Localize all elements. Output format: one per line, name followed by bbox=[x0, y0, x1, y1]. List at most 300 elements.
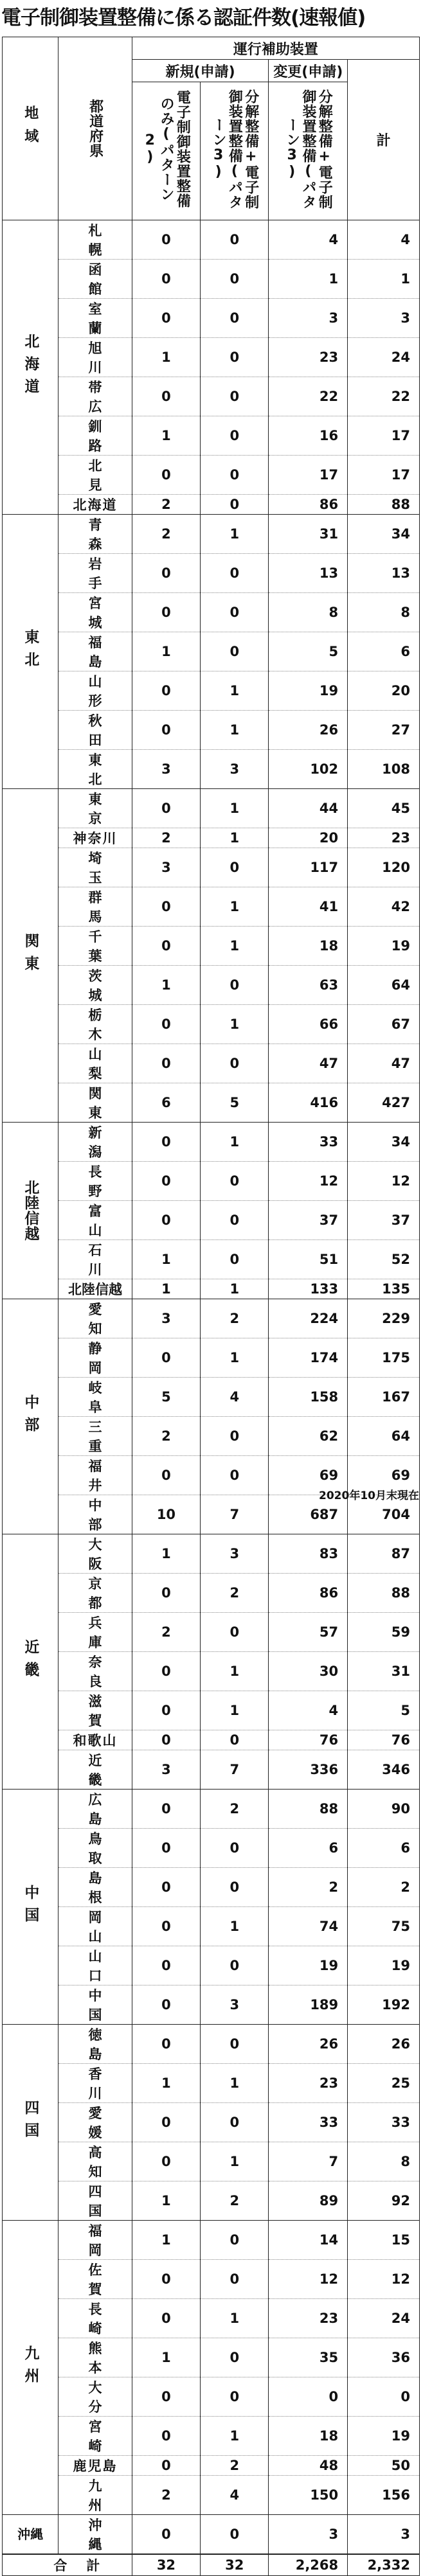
header-region: 地域 bbox=[3, 37, 59, 220]
value-cell: 52 bbox=[348, 1240, 420, 1279]
value-cell: 0 bbox=[132, 1691, 200, 1730]
value-cell: 5 bbox=[269, 632, 348, 671]
value-cell: 117 bbox=[269, 848, 348, 887]
table-row bbox=[3, 1417, 420, 1456]
value-cell: 108 bbox=[348, 750, 420, 789]
prefecture-cell: 宮崎 bbox=[59, 2417, 132, 2456]
value-cell: 0 bbox=[201, 2515, 269, 2555]
value-cell: 189 bbox=[269, 1985, 348, 2025]
value-cell: 1 bbox=[201, 1005, 269, 1044]
value-cell: 0 bbox=[201, 1946, 269, 1985]
region-cell: 沖縄 bbox=[3, 2515, 59, 2555]
value-cell: 135 bbox=[348, 1279, 420, 1299]
prefecture-cell: 埼玉 bbox=[59, 848, 132, 887]
value-cell: 45 bbox=[348, 789, 420, 828]
value-cell: 57 bbox=[269, 1613, 348, 1652]
value-cell: 1 bbox=[132, 1534, 200, 1574]
value-cell: 0 bbox=[132, 671, 200, 711]
value-cell: 17 bbox=[269, 456, 348, 495]
value-cell: 33 bbox=[269, 1123, 348, 1162]
prefecture-cell: 青森 bbox=[59, 515, 132, 554]
value-cell: 19 bbox=[269, 1946, 348, 1985]
table-row bbox=[3, 711, 420, 750]
value-cell: 4 bbox=[201, 1378, 269, 1417]
value-cell: 26 bbox=[269, 711, 348, 750]
value-cell: 7 bbox=[269, 2142, 348, 2181]
value-cell: 3 bbox=[348, 299, 420, 338]
value-cell: 66 bbox=[269, 1005, 348, 1044]
value-cell: 1 bbox=[201, 515, 269, 554]
table-row bbox=[3, 671, 420, 711]
value-cell: 20 bbox=[348, 671, 420, 711]
prefecture-cell: 山形 bbox=[59, 671, 132, 711]
value-cell: 76 bbox=[348, 1730, 420, 1750]
prefecture-cell: 沖縄 bbox=[59, 2515, 132, 2555]
value-cell: 51 bbox=[269, 1240, 348, 1279]
header-new: 新規(申請) bbox=[132, 60, 269, 82]
value-cell: 44 bbox=[269, 789, 348, 828]
prefecture-cell: 佐賀 bbox=[59, 2260, 132, 2299]
value-cell: 0 bbox=[132, 1946, 200, 1985]
value-cell: 7 bbox=[201, 1495, 269, 1534]
table-row bbox=[3, 2377, 420, 2417]
table-row bbox=[3, 2221, 420, 2260]
table-row bbox=[3, 927, 420, 966]
value-cell: 1 bbox=[201, 1907, 269, 1946]
value-cell: 87 bbox=[348, 1534, 420, 1574]
value-cell: 0 bbox=[201, 2103, 269, 2142]
value-cell: 47 bbox=[348, 1044, 420, 1083]
value-cell: 0 bbox=[132, 2025, 200, 2064]
value-cell: 83 bbox=[269, 1534, 348, 1574]
prefecture-cell: 広島 bbox=[59, 1790, 132, 1829]
value-cell: 13 bbox=[269, 554, 348, 593]
region-cell: 東北 bbox=[3, 515, 59, 789]
prefecture-cell: 関東 bbox=[59, 1083, 132, 1123]
table-row bbox=[3, 1378, 420, 1417]
header-col2: 分解整備+電子制御装置整備(パターン3) bbox=[201, 82, 269, 220]
value-cell: 16 bbox=[269, 416, 348, 456]
value-cell: 0 bbox=[132, 1574, 200, 1613]
value-cell: 416 bbox=[269, 1083, 348, 1123]
value-cell: 30 bbox=[269, 1652, 348, 1691]
value-cell: 50 bbox=[348, 2456, 420, 2476]
value-cell: 19 bbox=[348, 927, 420, 966]
prefecture-cell: 神奈川 bbox=[59, 828, 132, 848]
table-row bbox=[3, 2515, 420, 2555]
value-cell: 0 bbox=[201, 260, 269, 299]
value-cell: 1 bbox=[201, 1123, 269, 1162]
value-cell: 8 bbox=[348, 593, 420, 632]
table-row bbox=[3, 2456, 420, 2476]
value-cell: 33 bbox=[348, 2103, 420, 2142]
value-cell: 1 bbox=[201, 2299, 269, 2338]
value-cell: 0 bbox=[132, 554, 200, 593]
value-cell: 1 bbox=[348, 260, 420, 299]
prefecture-cell: 兵庫 bbox=[59, 1613, 132, 1652]
value-cell: 23 bbox=[348, 828, 420, 848]
value-cell: 67 bbox=[348, 1005, 420, 1044]
table-row bbox=[3, 750, 420, 789]
region-cell: 近畿 bbox=[3, 1534, 59, 1790]
value-cell: 0 bbox=[201, 966, 269, 1005]
value-cell: 92 bbox=[348, 2181, 420, 2221]
prefecture-cell: 中国 bbox=[59, 1985, 132, 2025]
value-cell: 0 bbox=[132, 299, 200, 338]
table-row bbox=[3, 1574, 420, 1613]
value-cell: 0 bbox=[132, 1162, 200, 1201]
prefecture-cell: 帯広 bbox=[59, 377, 132, 416]
prefecture-cell: 栃木 bbox=[59, 1005, 132, 1044]
value-cell: 1 bbox=[201, 2064, 269, 2103]
table-row bbox=[3, 848, 420, 887]
value-cell: 2 bbox=[132, 1613, 200, 1652]
prefecture-cell: 四国 bbox=[59, 2181, 132, 2221]
table-row bbox=[3, 1299, 420, 1338]
value-cell: 133 bbox=[269, 1279, 348, 1299]
value-cell: 86 bbox=[269, 1574, 348, 1613]
table-row bbox=[3, 1790, 420, 1829]
value-cell: 0 bbox=[132, 456, 200, 495]
value-cell: 1 bbox=[132, 2338, 200, 2377]
table-row bbox=[3, 1044, 420, 1083]
table-row bbox=[3, 2260, 420, 2299]
value-cell: 12 bbox=[269, 2260, 348, 2299]
value-cell: 1 bbox=[201, 927, 269, 966]
prefecture-cell: 鳥取 bbox=[59, 1829, 132, 1868]
value-cell: 175 bbox=[348, 1338, 420, 1378]
value-cell: 6 bbox=[348, 632, 420, 671]
prefecture-cell: 鹿児島 bbox=[59, 2456, 132, 2476]
value-cell: 8 bbox=[348, 2142, 420, 2181]
value-cell: 0 bbox=[201, 2338, 269, 2377]
value-cell: 0 bbox=[132, 2103, 200, 2142]
value-cell: 2 bbox=[132, 495, 200, 515]
prefecture-cell: 高知 bbox=[59, 2142, 132, 2181]
table-row bbox=[3, 887, 420, 927]
prefecture-cell: 室蘭 bbox=[59, 299, 132, 338]
total-value-cell: 2,268 bbox=[269, 2554, 348, 2576]
value-cell: 427 bbox=[348, 1083, 420, 1123]
prefecture-cell: 函館 bbox=[59, 260, 132, 299]
value-cell: 1 bbox=[201, 2142, 269, 2181]
value-cell: 0 bbox=[132, 1201, 200, 1240]
table-row bbox=[3, 2417, 420, 2456]
value-cell: 2 bbox=[201, 1299, 269, 1338]
value-cell: 0 bbox=[201, 1730, 269, 1750]
value-cell: 2 bbox=[201, 2181, 269, 2221]
value-cell: 1 bbox=[201, 828, 269, 848]
value-cell: 0 bbox=[132, 1730, 200, 1750]
value-cell: 6 bbox=[132, 1083, 200, 1123]
value-cell: 0 bbox=[132, 2260, 200, 2299]
value-cell: 687 bbox=[269, 1495, 348, 1534]
value-cell: 2 bbox=[132, 2476, 200, 2515]
prefecture-cell: 宮城 bbox=[59, 593, 132, 632]
table-row bbox=[3, 1691, 420, 1730]
prefecture-cell: 島根 bbox=[59, 1868, 132, 1907]
value-cell: 0 bbox=[132, 2515, 200, 2555]
value-cell: 167 bbox=[348, 1378, 420, 1417]
table-row bbox=[3, 554, 420, 593]
value-cell: 24 bbox=[348, 2299, 420, 2338]
table-row bbox=[3, 260, 420, 299]
value-cell: 0 bbox=[201, 2025, 269, 2064]
prefecture-cell: 北陸信越 bbox=[59, 1279, 132, 1299]
value-cell: 35 bbox=[269, 2338, 348, 2377]
value-cell: 1 bbox=[201, 887, 269, 927]
value-cell: 1 bbox=[201, 1338, 269, 1378]
value-cell: 20 bbox=[269, 828, 348, 848]
value-cell: 22 bbox=[269, 377, 348, 416]
prefecture-cell: 熊本 bbox=[59, 2338, 132, 2377]
prefecture-cell: 愛媛 bbox=[59, 2103, 132, 2142]
table-row bbox=[3, 1534, 420, 1574]
value-cell: 64 bbox=[348, 966, 420, 1005]
prefecture-cell: 東北 bbox=[59, 750, 132, 789]
value-cell: 0 bbox=[132, 220, 200, 260]
value-cell: 156 bbox=[348, 2476, 420, 2515]
total-row bbox=[3, 2554, 420, 2576]
value-cell: 0 bbox=[201, 1240, 269, 1279]
table-row bbox=[3, 495, 420, 515]
total-value-cell: 32 bbox=[132, 2554, 200, 2576]
prefecture-cell: 静岡 bbox=[59, 1338, 132, 1378]
value-cell: 12 bbox=[348, 2260, 420, 2299]
value-cell: 0 bbox=[132, 1652, 200, 1691]
table-row bbox=[3, 1083, 420, 1123]
value-cell: 33 bbox=[269, 2103, 348, 2142]
table-row bbox=[3, 2476, 420, 2515]
region-cell: 北陸信越 bbox=[3, 1123, 59, 1299]
value-cell: 14 bbox=[269, 2221, 348, 2260]
value-cell: 0 bbox=[201, 416, 269, 456]
value-cell: 63 bbox=[269, 966, 348, 1005]
prefecture-cell: 近畿 bbox=[59, 1750, 132, 1790]
value-cell: 229 bbox=[348, 1299, 420, 1338]
header-prefecture: 都道府県 bbox=[59, 37, 132, 220]
value-cell: 0 bbox=[201, 1868, 269, 1907]
value-cell: 3 bbox=[201, 1534, 269, 1574]
table-row bbox=[3, 1907, 420, 1946]
value-cell: 0 bbox=[201, 848, 269, 887]
prefecture-cell: 三重 bbox=[59, 1417, 132, 1456]
prefecture-cell: 奈良 bbox=[59, 1652, 132, 1691]
prefecture-cell: 釧路 bbox=[59, 416, 132, 456]
table-row bbox=[3, 1005, 420, 1044]
region-cell: 四国 bbox=[3, 2025, 59, 2221]
value-cell: 0 bbox=[201, 377, 269, 416]
table-body bbox=[3, 220, 420, 2576]
table-row bbox=[3, 632, 420, 671]
value-cell: 34 bbox=[348, 1123, 420, 1162]
prefecture-cell: 大阪 bbox=[59, 1534, 132, 1574]
value-cell: 19 bbox=[348, 1946, 420, 1985]
prefecture-cell: 大分 bbox=[59, 2377, 132, 2417]
prefecture-cell: 富山 bbox=[59, 1201, 132, 1240]
table-row bbox=[3, 2103, 420, 2142]
value-cell: 0 bbox=[201, 1456, 269, 1495]
value-cell: 12 bbox=[269, 1162, 348, 1201]
prefecture-cell: 旭川 bbox=[59, 338, 132, 377]
prefecture-cell: 和歌山 bbox=[59, 1730, 132, 1750]
prefecture-cell: 石川 bbox=[59, 1240, 132, 1279]
value-cell: 158 bbox=[269, 1378, 348, 1417]
value-cell: 1 bbox=[201, 1279, 269, 1299]
header-col3: 分解整備+電子制御装置整備(パターン3) bbox=[269, 82, 348, 220]
value-cell: 1 bbox=[132, 1279, 200, 1299]
value-cell: 0 bbox=[201, 2221, 269, 2260]
value-cell: 2 bbox=[348, 1868, 420, 1907]
prefecture-cell: 京都 bbox=[59, 1574, 132, 1613]
value-cell: 1 bbox=[201, 711, 269, 750]
value-cell: 23 bbox=[269, 2299, 348, 2338]
value-cell: 34 bbox=[348, 515, 420, 554]
prefecture-cell: 北見 bbox=[59, 456, 132, 495]
table-row bbox=[3, 1946, 420, 1985]
prefecture-cell: 中部 bbox=[59, 1495, 132, 1534]
value-cell: 88 bbox=[348, 495, 420, 515]
value-cell: 86 bbox=[269, 495, 348, 515]
value-cell: 23 bbox=[269, 338, 348, 377]
value-cell: 4 bbox=[269, 220, 348, 260]
value-cell: 1 bbox=[201, 2417, 269, 2456]
table-row bbox=[3, 2025, 420, 2064]
value-cell: 0 bbox=[201, 456, 269, 495]
value-cell: 192 bbox=[348, 1985, 420, 2025]
value-cell: 6 bbox=[348, 1829, 420, 1868]
table-row bbox=[3, 1123, 420, 1162]
value-cell: 0 bbox=[132, 2417, 200, 2456]
value-cell: 6 bbox=[269, 1829, 348, 1868]
table-row bbox=[3, 338, 420, 377]
value-cell: 0 bbox=[132, 2377, 200, 2417]
value-cell: 1 bbox=[132, 416, 200, 456]
value-cell: 0 bbox=[132, 1123, 200, 1162]
value-cell: 0 bbox=[132, 1790, 200, 1829]
value-cell: 12 bbox=[348, 1162, 420, 1201]
value-cell: 0 bbox=[132, 927, 200, 966]
value-cell: 0 bbox=[348, 2377, 420, 2417]
table-row bbox=[3, 416, 420, 456]
prefecture-cell: 岐阜 bbox=[59, 1378, 132, 1417]
value-cell: 0 bbox=[269, 2377, 348, 2417]
table-row bbox=[3, 1652, 420, 1691]
header-group: 運行補助装置 bbox=[132, 37, 419, 60]
value-cell: 0 bbox=[201, 2377, 269, 2417]
table-row bbox=[3, 1240, 420, 1279]
table-row bbox=[3, 2064, 420, 2103]
header-total: 計 bbox=[348, 60, 420, 220]
value-cell: 13 bbox=[348, 554, 420, 593]
value-cell: 48 bbox=[269, 2456, 348, 2476]
total-value-cell: 2,332 bbox=[348, 2554, 420, 2576]
value-cell: 150 bbox=[269, 2476, 348, 2515]
region-cell: 九州 bbox=[3, 2221, 59, 2515]
value-cell: 1 bbox=[132, 632, 200, 671]
value-cell: 1 bbox=[132, 1240, 200, 1279]
value-cell: 0 bbox=[132, 1985, 200, 2025]
value-cell: 3 bbox=[269, 2515, 348, 2555]
value-cell: 0 bbox=[201, 299, 269, 338]
value-cell: 5 bbox=[132, 1378, 200, 1417]
table-row bbox=[3, 1730, 420, 1750]
value-cell: 1 bbox=[132, 2064, 200, 2103]
value-cell: 42 bbox=[348, 887, 420, 927]
value-cell: 0 bbox=[132, 260, 200, 299]
value-cell: 0 bbox=[201, 495, 269, 515]
value-cell: 88 bbox=[348, 1574, 420, 1613]
prefecture-cell: 九州 bbox=[59, 2476, 132, 2515]
value-cell: 1 bbox=[269, 260, 348, 299]
certification-table bbox=[2, 37, 420, 2576]
value-cell: 1 bbox=[132, 966, 200, 1005]
value-cell: 3 bbox=[132, 848, 200, 887]
table-row bbox=[3, 1985, 420, 2025]
value-cell: 3 bbox=[132, 750, 200, 789]
table-row bbox=[3, 2142, 420, 2181]
prefecture-cell: 岡山 bbox=[59, 1907, 132, 1946]
value-cell: 0 bbox=[132, 1829, 200, 1868]
value-cell: 4 bbox=[348, 220, 420, 260]
value-cell: 25 bbox=[348, 2064, 420, 2103]
value-cell: 22 bbox=[348, 377, 420, 416]
value-cell: 59 bbox=[348, 1613, 420, 1652]
prefecture-cell: 福井 bbox=[59, 1456, 132, 1495]
value-cell: 2 bbox=[269, 1868, 348, 1907]
value-cell: 0 bbox=[201, 1417, 269, 1456]
value-cell: 336 bbox=[269, 1750, 348, 1790]
value-cell: 37 bbox=[269, 1201, 348, 1240]
prefecture-cell: 新潟 bbox=[59, 1123, 132, 1162]
value-cell: 74 bbox=[269, 1907, 348, 1946]
value-cell: 3 bbox=[132, 1299, 200, 1338]
value-cell: 2 bbox=[132, 515, 200, 554]
value-cell: 0 bbox=[132, 377, 200, 416]
value-cell: 1 bbox=[201, 1652, 269, 1691]
value-cell: 7 bbox=[201, 1750, 269, 1790]
value-cell: 0 bbox=[201, 1829, 269, 1868]
table-row bbox=[3, 593, 420, 632]
value-cell: 0 bbox=[132, 1907, 200, 1946]
value-cell: 26 bbox=[348, 2025, 420, 2064]
table-row bbox=[3, 828, 420, 848]
value-cell: 2 bbox=[201, 2456, 269, 2476]
value-cell: 0 bbox=[132, 1044, 200, 1083]
prefecture-cell: 香川 bbox=[59, 2064, 132, 2103]
prefecture-cell: 北海道 bbox=[59, 495, 132, 515]
table-row bbox=[3, 2338, 420, 2377]
prefecture-cell: 徳島 bbox=[59, 2025, 132, 2064]
value-cell: 2 bbox=[132, 828, 200, 848]
table-row bbox=[3, 1750, 420, 1790]
value-cell: 24 bbox=[348, 338, 420, 377]
value-cell: 5 bbox=[201, 1083, 269, 1123]
value-cell: 62 bbox=[269, 1417, 348, 1456]
region-cell: 中部 bbox=[3, 1299, 59, 1534]
table-row bbox=[3, 1201, 420, 1240]
value-cell: 3 bbox=[201, 750, 269, 789]
value-cell: 0 bbox=[201, 1201, 269, 1240]
value-cell: 0 bbox=[132, 1005, 200, 1044]
value-cell: 19 bbox=[348, 2417, 420, 2456]
value-cell: 0 bbox=[132, 1456, 200, 1495]
prefecture-cell: 福岡 bbox=[59, 2221, 132, 2260]
value-cell: 0 bbox=[132, 593, 200, 632]
value-cell: 88 bbox=[269, 1790, 348, 1829]
prefecture-cell: 愛知 bbox=[59, 1299, 132, 1338]
value-cell: 1 bbox=[132, 338, 200, 377]
